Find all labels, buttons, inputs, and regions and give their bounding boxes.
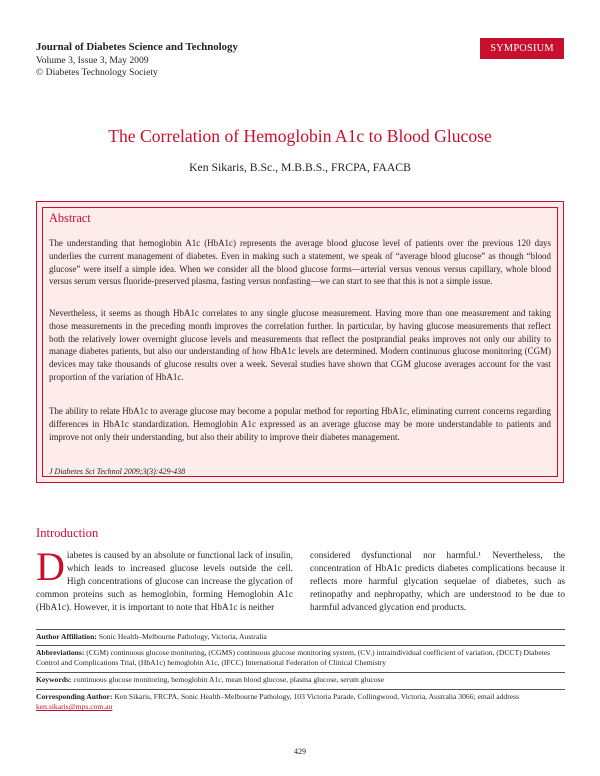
abbreviations (36, 648, 566, 669)
footnote-divider (36, 645, 565, 646)
body-column-right: considered dysfunctional nor harmful.¹ Nevertheless, the concentration of HbA1c predicts diabetes complications because it reflects more harmful glycation sequelae of diabetes, such as retinopathy and nephropathy, which are understood to be due to harmful advanced glycation end products. (310, 551, 565, 614)
abstract-paragraph: The understanding that hemoglobin A1c (HbA1c) represents the average blood glucose level of patients over the previous 120 days underlies the current management of diabetes. Even in making such a statement, we speak of “average blood glucose” as though “blood glucose” were itself a simple idea. When we consider all the blood glucose forms—arterial versus venous versus capillary, whole blood versus serum versus fluoride-preserved plasma, fasting versus nonfasting—we can start to see that this is not a simple issue. (49, 238, 551, 287)
drop-cap: D (36, 544, 65, 589)
body-column-left (36, 544, 293, 615)
footnote-label: Keywords: (36, 675, 72, 684)
article-title: The Correlation of Hemoglobin A1c to Blood Glucose (108, 126, 492, 146)
footnote-text: Sonic Health–Melbourne Pathology, Victoria, Australia (98, 632, 267, 641)
page-number: 429 (294, 747, 306, 756)
copyright: © Diabetes Technology Society (36, 67, 158, 78)
footnote-text: (CGM) continuous glucose monitoring, (CGMS) continuous glucose monitoring system, (CVᵢ) intraindividual coefficient of variation, (DCCT) Diabetes Control and Complications Trial, (HbA1c) hemoglobin A1c, (IFCC) International Federation of Clinical Chemistry (36, 648, 551, 668)
section-badge: SYMPOSIUM (480, 38, 564, 59)
corresponding-author (36, 692, 566, 713)
abstract-paragraph: Nevertheless, it seems as though HbA1c correlates to any single glucose measurement. Having more than one measurement and taking those measurements in the preceding month improves the correlation further. In particular, by having glucose measurements that reflect both the relatively lower overnight glucose levels and measurements that reflect the postprandial peaks improves not only our ability to manage diabetes patients, but also our understanding of how HbA1c levels are determined. Modern continuous glucose monitoring (CGM) devices may take thousands of glucose results over a week. Several studies have shown that CGM glucose averages account for the vast proportion of the variation of HbA1c. (49, 308, 551, 382)
citation: J Diabetes Sci Technol 2009;3(3):429-438 (49, 467, 186, 476)
footnote-label: Author Affiliation: (36, 632, 97, 641)
author-line: Ken Sikaris, B.Sc., M.B.B.S., FRCPA, FAACB (189, 161, 411, 174)
abstract-heading: Abstract (49, 211, 91, 225)
footnote-label: Abbreviations: (36, 648, 85, 657)
footnote-label: Corresponding Author: (36, 692, 113, 701)
author-affiliation (36, 632, 566, 642)
footnote-text: continuous glucose monitoring, hemoglobin A1c, mean blood glucose, plasma glucose, serum glucose (73, 675, 385, 684)
email-link[interactable]: ken.sikaris@mps.com.au (36, 702, 113, 712)
journal-name: Journal of Diabetes Science and Technology (36, 41, 238, 53)
abstract-paragraph: The ability to relate HbA1c to average glucose may become a popular method for reporting HbA1c, eliminating current concerns regarding differences in HbA1c standardization. Hemoglobin A1c expressed as an average glucose may be more understandable to patients and improve not only their understanding, but also their ability to improve their diabetes management. (49, 406, 551, 442)
footnote-divider (36, 629, 565, 630)
footnote-divider (36, 689, 565, 690)
footnote-text: Ken Sikaris, FRCPA, Sonic Health–Melbourne Pathology, 103 Victoria Parade, Collingwood, Victoria, Australia 3066; email address (114, 692, 520, 701)
footnote-divider (36, 672, 565, 673)
keywords (36, 675, 566, 685)
section-heading-introduction: Introduction (36, 526, 99, 540)
issue-info: Volume 3, Issue 3, May 2009 (36, 55, 149, 66)
body-text: iabetes is caused by an absolute or functional lack of insulin, which leads to increased glucose levels outside the cell. High concentrations of glucose can increase the glycation of common proteins such as hemoglobin, forming Hemoglobin A1c (HbA1c). However, it is important to note that HbA1c is neither (36, 551, 293, 614)
